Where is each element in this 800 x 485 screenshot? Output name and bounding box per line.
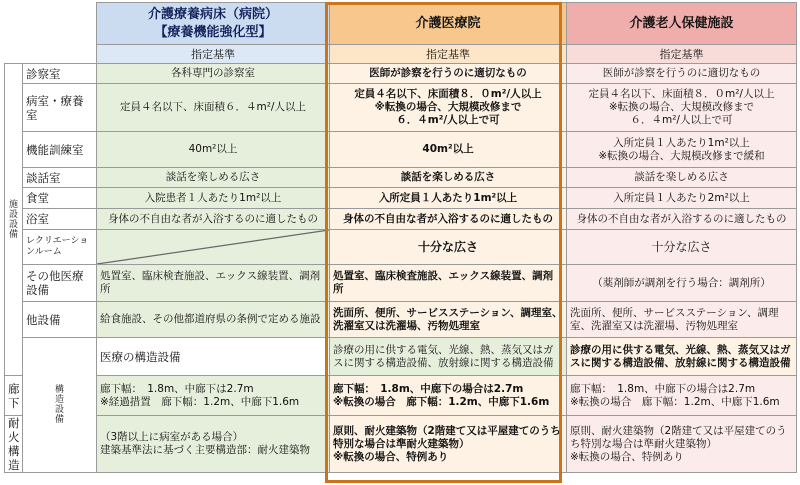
cell-b: 定員４名以下、床面積８．０m²/人以上 ※転換の場合、大規模改修まで ６．４m²/人以上で可 [330,84,567,132]
subheader-row [5,45,797,64]
cell-c: 定員４名以下、床面積８．０m²/人以上 ※転換の場合、大規模改修まで ６．４m²/人以上で可 [567,84,797,132]
cell-b: 40m²以上 [330,132,567,168]
row-sonota [5,265,797,302]
cell-a: 定員４名以下、床面積６．４m²/人以上 [97,84,330,132]
cell-c: 身体の不自由な者が入浴するのに適したもの [567,209,797,230]
cell-b: 廊下幅： 1.8m、中廊下の場合は2.7m ※転換の場合 廊下幅：1.2m、中廊下1.6m [330,376,567,416]
row-label: 診察室 [23,64,97,84]
facility-standards-table [4,2,797,473]
subheader-a: 指定基準 [97,45,330,64]
subheader-b: 指定基準 [330,45,567,64]
row-label: 食堂 [23,188,97,209]
cell-c: 入所定員１人あたり2m²以上 [567,188,797,209]
cell-c: （薬剤師が調剤を行う場合：調剤所） [567,265,797,302]
cell-a-not-applicable [97,230,330,265]
cell-b: 身体の不自由な者が入浴するのに適したもの [330,209,567,230]
header-row [5,3,797,45]
group-label-facility: 施設設備 [5,64,23,376]
col-header-kaigo-iryoin: 介護医療院 [330,3,567,45]
corner-blank [5,3,97,45]
row-label: 機能訓練室 [23,132,97,168]
cell-a: 身体の不自由な者が入浴するのに適したもの [97,209,330,230]
cell-b: 医師が診察を行うのに適切なもの [330,64,567,84]
row-label: 耐火構造 [5,416,23,473]
row-label: 廊下 [5,376,23,416]
row-shinsatsu [5,64,797,84]
row-iryo-kozo [5,338,797,376]
cell-b: 十分な広さ [330,230,567,265]
cell-a: （3階以上に病室がある場合） 建築基準法に基づく主要構造部：耐火建築物 [97,416,330,473]
row-shokudo [5,188,797,209]
row-label: 談話室 [23,168,97,188]
group-label-structure: 構造設備 [23,338,97,473]
subheader-c: 指定基準 [567,45,797,64]
cell-a: 各科専門の診察室 [97,64,330,84]
col-header-a-line1: 介護療養病床（病院） [147,6,278,22]
cell-a: 給食施設、その他都道府県の条例で定める施設 [97,302,330,338]
cell-a: 診療の用に供する電気、光線、熱、蒸気又はガスに関する構造設備、放射線に関する構造設備 [330,338,567,376]
cell-c: 洗面所、便所、サービスステーション、調理室、洗濯室又は洗濯場、汚物処理室 [567,302,797,338]
cell-c: 談話を楽しめる広さ [567,168,797,188]
row-ta [5,302,797,338]
row-danwa [5,168,797,188]
cell-a: 40m²以上 [97,132,330,168]
row-roka [5,376,797,416]
cell-c: 医師が診察を行うのに適切なもの [567,64,797,84]
row-label: 他設備 [23,302,97,338]
cell-b: 処置室、臨床検査施設、エックス線装置、調剤所 [330,265,567,302]
row-label: 浴室 [23,209,97,230]
cell-a: 談話を楽しめる広さ [97,168,330,188]
cell-b: 原則、耐火建築物（2階建て又は平屋建てのうち特別な場合は準耐火建築物） ※転換の場合、特例あり [330,416,567,473]
row-label: その他医療設備 [23,265,97,302]
cell-b: 洗面所、便所、サービスステーション、調理室、洗濯室又は洗濯場、汚物処理室 [330,302,567,338]
row-label: レクリエーションルーム [23,230,97,265]
row-byoshitsu [5,84,797,132]
diagonal-slash [97,230,329,264]
cell-b: 入所定員１人あたり1m²以上 [330,188,567,209]
cell-a: 廊下幅： 1.8m、中廊下は2.7m ※経過措置 廊下幅：1.2m、中廊下1.6m [97,376,330,416]
row-label: 医療の構造設備 [97,338,330,376]
cell-c: 入所定員１人あたり1m²以上 ※転換の場合、大規模改修まで緩和 [567,132,797,168]
col-header-a-line2: 【療養機能強化型】 [154,24,272,40]
cell-b: 談話を楽しめる広さ [330,168,567,188]
cell-a: 入院患者１人あたり1m²以上 [97,188,330,209]
row-taika [5,416,797,473]
row-kinou [5,132,797,168]
row-recreation [5,230,797,265]
cell-b: 診療の用に供する電気、光線、熱、蒸気又はガスに関する構造設備、放射線に関する構造設備 [567,338,797,376]
col-header-ryoyo-byosho [97,3,330,45]
cell-c: 廊下幅： 1.8m、中廊下の場合は2.7m ※転換の場合 廊下幅：1.2m、中廊下1.6m [567,376,797,416]
col-header-roken-shisetsu: 介護老人保健施設 [567,3,797,45]
row-yokushitsu [5,209,797,230]
cell-c: 十分な広さ [567,230,797,265]
cell-c: 原則、耐火建築物（2階建て又は平屋建てのうち特別な場合は準耐火建築物） ※転換の場合、特例あり [567,416,797,473]
row-label: 病室・療養室 [23,84,97,132]
cell-a: 処置室、臨床検査施設、エックス線装置、調剤所 [97,265,330,302]
